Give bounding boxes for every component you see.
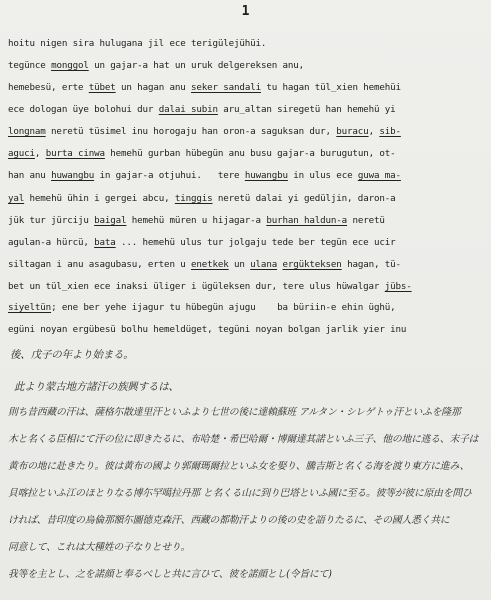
- typed-line: bet un tül_xien ece inaksi üliger i ügüleksen dur, tere ulus hüwalgar jübs-: [8, 281, 412, 292]
- underlined-term: ulana: [250, 259, 278, 270]
- underlined-term: monggol: [51, 60, 89, 71]
- underlined-term: huwangbu: [244, 170, 288, 181]
- underlined-term: seker sandali: [191, 82, 261, 93]
- typed-line: aguci, burta cinwa hemehü gurban hübegün anu busu gajar-a burugutun, ot-: [8, 148, 396, 159]
- typed-line: yal hemehü ühin i gergei abcu, tinggis neretü dalai yi gedüljin, daron-a: [8, 193, 396, 204]
- handwritten-line: 則ち昔西藏の汗は、薩格尓散達里汗といふより七世の後に達賴蘇班 アルタン・シレゲトゥ汗といふを隆那: [8, 407, 461, 418]
- underlined-term: jübs-: [384, 281, 412, 292]
- page-number: 1: [241, 4, 250, 19]
- typed-line: agulan-a hürcü, bata ... hemehü ulus tur jolgaju tede ber tegün ece ucir: [8, 237, 396, 248]
- underlined-term: yal: [8, 193, 25, 204]
- handwritten-line: 後、戊子の年より始まる。: [10, 349, 134, 361]
- underlined-term: burhan haldun-a: [266, 215, 348, 226]
- underlined-term: longnam: [8, 126, 46, 137]
- underlined-term: siyeltün: [8, 302, 52, 313]
- typed-line: hoitu nigen sira hulugana jil ece terigülejühüi.: [8, 38, 267, 49]
- underlined-term: tübet: [88, 82, 116, 93]
- typed-line: longnam neretü tüsimel inu horogaju han oron-a saguksan dur, buracu, sib-: [8, 126, 401, 137]
- underlined-term: guwa ma-: [357, 170, 401, 181]
- handwritten-line: 同意して、これは大種姓の子なりとせり。: [8, 542, 191, 553]
- typed-line: hemebesü, erte tübet un hagan anu seker sandali tu hagan tül_xien hemehüi: [8, 82, 401, 93]
- typed-line: siltagan i anu asagubasu, erten u enetkek un ulana ergükteksen hagan, tü-: [8, 259, 401, 270]
- typed-line: ece dologan üye bolohui dur dalai subin aru_altan siregetü han hemehü yi: [8, 104, 396, 115]
- underlined-term: dalai subin: [158, 104, 218, 115]
- handwritten-line: 我等を主とし、之を諾顔と奉るべしと共に言ひて、彼を諾顔とし(令旨にて): [8, 569, 332, 580]
- underlined-term: baigal: [94, 215, 127, 226]
- typed-line: jük tur jürciju baigal hemehü müren u hijagar-a burhan haldun-a neretü: [8, 215, 385, 226]
- underlined-term: burta cinwa: [45, 148, 105, 159]
- handwritten-line: 黄布の地に赴きたり。彼は黄布の國より郭爾瑪爾拉といふ女を娶り、騰吉斯と名くる海を渡り東方に進み、: [8, 461, 470, 472]
- underlined-term: aguci: [8, 148, 35, 159]
- underlined-term: sib-: [379, 126, 401, 137]
- underlined-term: bata: [94, 237, 116, 248]
- handwritten-line: ければ、昔印度の烏倫那額尓圖德克森汗、西藏の都勒汗よりの後の史を語りたるに、その國人悉く共に: [8, 515, 450, 526]
- underlined-term: tinggis: [174, 193, 213, 204]
- underlined-term: enetkek: [190, 259, 229, 270]
- handwritten-line: 貝喀拉といふ江のほとりなる博尓罕噶拉丹那 と名くる山に到り巴塔といふ國に至る。彼等が彼に原由を問ひ: [8, 488, 472, 499]
- handwritten-line: 此より蒙古地方諸汗の族興するは、: [14, 381, 179, 393]
- handwritten-line: 木と名くる臣相にて汗の位に即きたるに、布哈楚・希巴哈爾・博爾達其諾といふ三子、他の地に逃る、末子は: [8, 434, 479, 445]
- underlined-term: ergükteksen: [282, 259, 342, 270]
- underlined-term: buracu: [336, 126, 369, 137]
- underlined-term: huwangbu: [51, 170, 95, 181]
- typed-line: han anu huwangbu in gajar-a otjuhui. tere huwangbu in ulus ece guwa ma-: [8, 170, 401, 181]
- typed-line: tegünce monggol un gajar-a hat un uruk delgereksen anu,: [8, 60, 304, 71]
- typed-line: siyeltün; ene ber yehe ijagur tu hübegün ajugu ba büriin-e ehin üghü,: [8, 302, 396, 313]
- typed-line: egüni noyan ergübesü bolhu hemeldüget, tegüni noyan bolgan jarlik yier inu: [8, 324, 407, 335]
